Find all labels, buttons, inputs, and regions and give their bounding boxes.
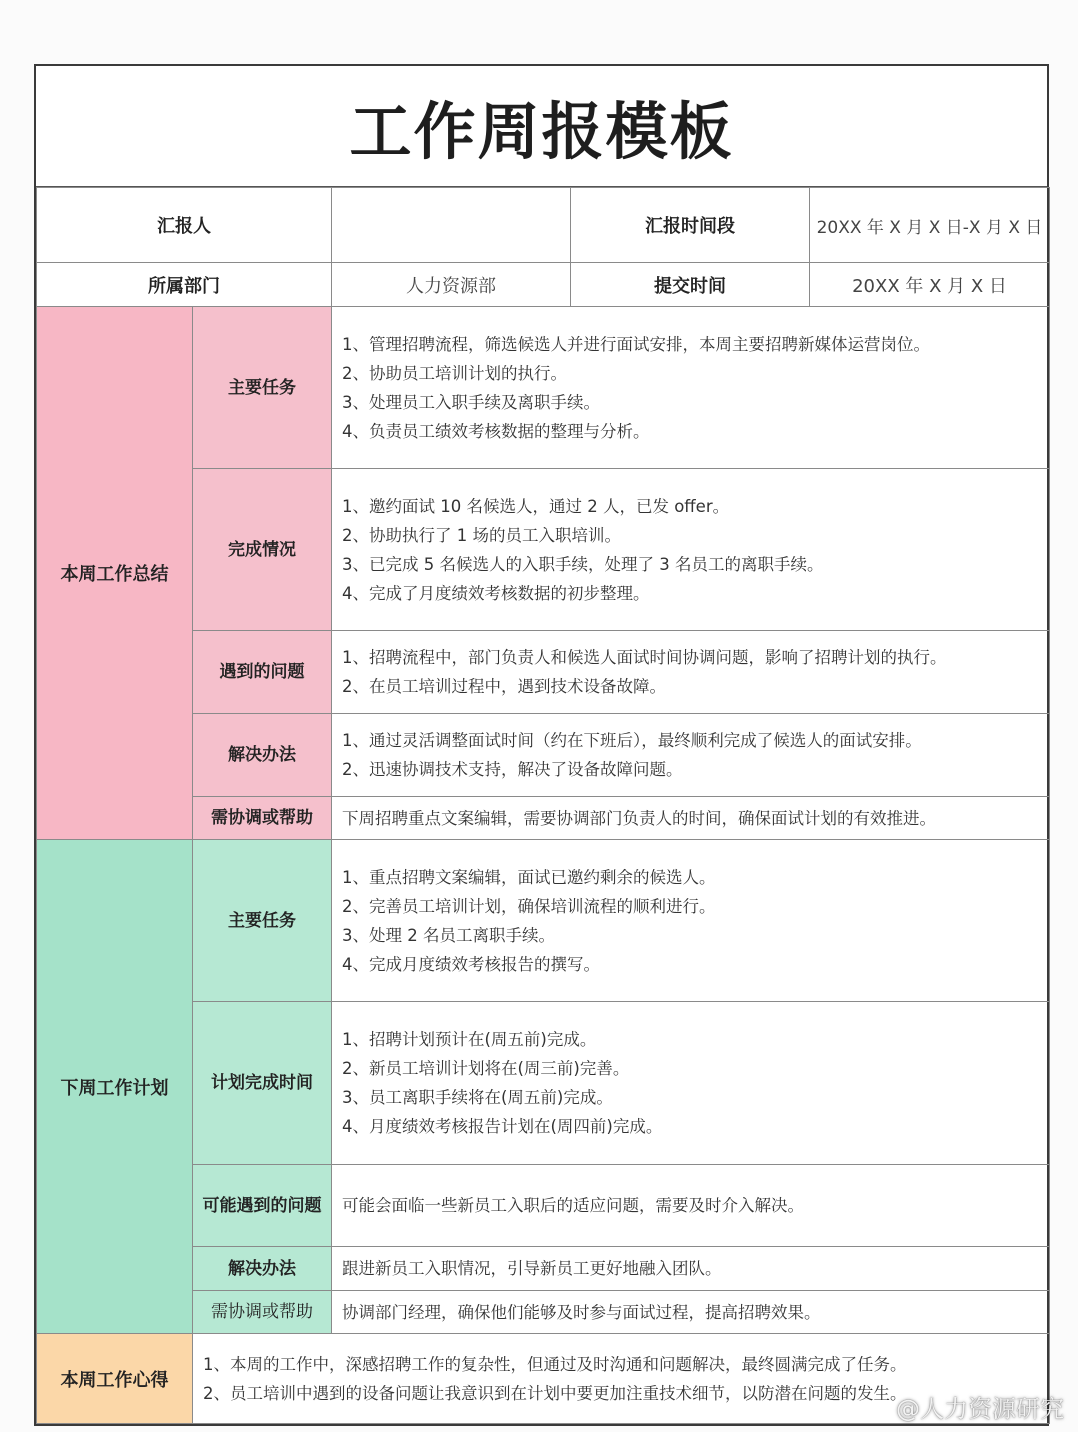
row-content — [332, 469, 1050, 631]
row-label: 完成情况 — [193, 469, 332, 631]
content-line: 4、月度绩效考核报告计划在(周四前)完成。 — [342, 1117, 663, 1136]
content-line: 3、员工离职手续将在(周五前)完成。 — [342, 1088, 613, 1107]
weekly-report-sheet — [34, 64, 1049, 1426]
row-label: 主要任务 — [193, 307, 332, 469]
content-line: 跟进新员工入职情况，引导新员工更好地融入团队。 — [342, 1259, 722, 1278]
section-this-week: 本周工作总结 — [37, 307, 193, 840]
row-content — [332, 307, 1050, 469]
content-line: 2、员工培训中遇到的设备问题让我意识到在计划中要更加注重技术细节，以防潜在问题的发生。 — [203, 1383, 907, 1403]
content-line: 2、新员工培训计划将在(周三前)完善。 — [342, 1059, 630, 1078]
row-label: 遇到的问题 — [193, 631, 332, 714]
row-content — [332, 1165, 1050, 1247]
row-content — [332, 1247, 1050, 1291]
content-line: 1、招聘流程中，部门负责人和候选人面试时间协调问题，影响了招聘计划的执行。 — [342, 648, 947, 667]
content-line: 1、招聘计划预计在(周五前)完成。 — [342, 1030, 597, 1049]
watermark: @人力资源研究 — [896, 1395, 1064, 1423]
period-value: 20XX 年 X 月 X 日-X 月 X 日 — [810, 188, 1050, 263]
content-line: 1、本周的工作中，深感招聘工作的复杂性，但通过及时沟通和问题解决，最终圆满完成了任务。 — [203, 1354, 907, 1374]
submit-value: 20XX 年 X 月 X 日 — [810, 263, 1050, 307]
submit-label: 提交时间 — [571, 263, 810, 307]
content-line: 4、负责员工绩效考核数据的整理与分析。 — [342, 421, 650, 441]
content-line: 1、邀约面试 10 名候选人，通过 2 人，已发 offer。 — [342, 496, 730, 516]
content-line: 协调部门经理，确保他们能够及时参与面试过程，提高招聘效果。 — [342, 1302, 821, 1322]
row-label: 需协调或帮助 — [193, 797, 332, 840]
row-label: 主要任务 — [193, 840, 332, 1002]
period-label: 汇报时间段 — [571, 188, 810, 263]
row-content — [332, 1291, 1050, 1334]
section-insight: 本周工作心得 — [37, 1334, 193, 1424]
row-content — [332, 631, 1050, 714]
content-line: 2、协助执行了 1 场的员工入职培训。 — [342, 525, 621, 545]
row-label: 解决办法 — [193, 1247, 332, 1291]
row-label: 解决办法 — [193, 714, 332, 797]
content-line: 1、管理招聘流程，筛选候选人并进行面试安排，本周主要招聘新媒体运营岗位。 — [342, 334, 930, 354]
content-line: 1、重点招聘文案编辑，面试已邀约剩余的候选人。 — [342, 867, 716, 887]
row-label: 可能遇到的问题 — [193, 1165, 332, 1247]
section-next-week: 下周工作计划 — [37, 840, 193, 1334]
content-line: 下周招聘重点文案编辑，需要协调部门负责人的时间，确保面试计划的有效推进。 — [342, 808, 936, 828]
row-content — [332, 797, 1050, 840]
reporter-label: 汇报人 — [37, 188, 332, 263]
content-line: 2、完善员工培训计划，确保培训流程的顺利进行。 — [342, 896, 716, 916]
content-line: 1、通过灵活调整面试时间（约在下班后），最终顺利完成了候选人的面试安排。 — [342, 731, 922, 750]
row-label: 计划完成时间 — [193, 1002, 332, 1165]
content-line: 2、迅速协调技术支持，解决了设备故障问题。 — [342, 760, 683, 779]
content-line: 4、完成了月度绩效考核数据的初步整理。 — [342, 583, 650, 603]
page-title: 工作周报模板 — [36, 66, 1047, 187]
content-line: 可能会面临一些新员工入职后的适应问题，需要及时介入解决。 — [342, 1196, 804, 1215]
row-content — [332, 714, 1050, 797]
report-table — [36, 187, 1050, 1424]
content-line: 3、处理 2 名员工离职手续。 — [342, 925, 555, 945]
content-line: 2、在员工培训过程中，遇到技术设备故障。 — [342, 677, 666, 696]
reporter-value — [332, 188, 571, 263]
content-line: 4、完成月度绩效考核报告的撰写。 — [342, 954, 600, 974]
row-label: 需协调或帮助 — [193, 1291, 332, 1334]
dept-label: 所属部门 — [37, 263, 332, 307]
content-line: 3、已完成 5 名候选人的入职手续，处理了 3 名员工的离职手续。 — [342, 554, 824, 574]
row-content — [332, 1002, 1050, 1165]
dept-value: 人力资源部 — [332, 263, 571, 307]
content-line: 3、处理员工入职手续及离职手续。 — [342, 392, 600, 412]
content-line: 2、协助员工培训计划的执行。 — [342, 363, 567, 383]
row-content — [332, 840, 1050, 1002]
